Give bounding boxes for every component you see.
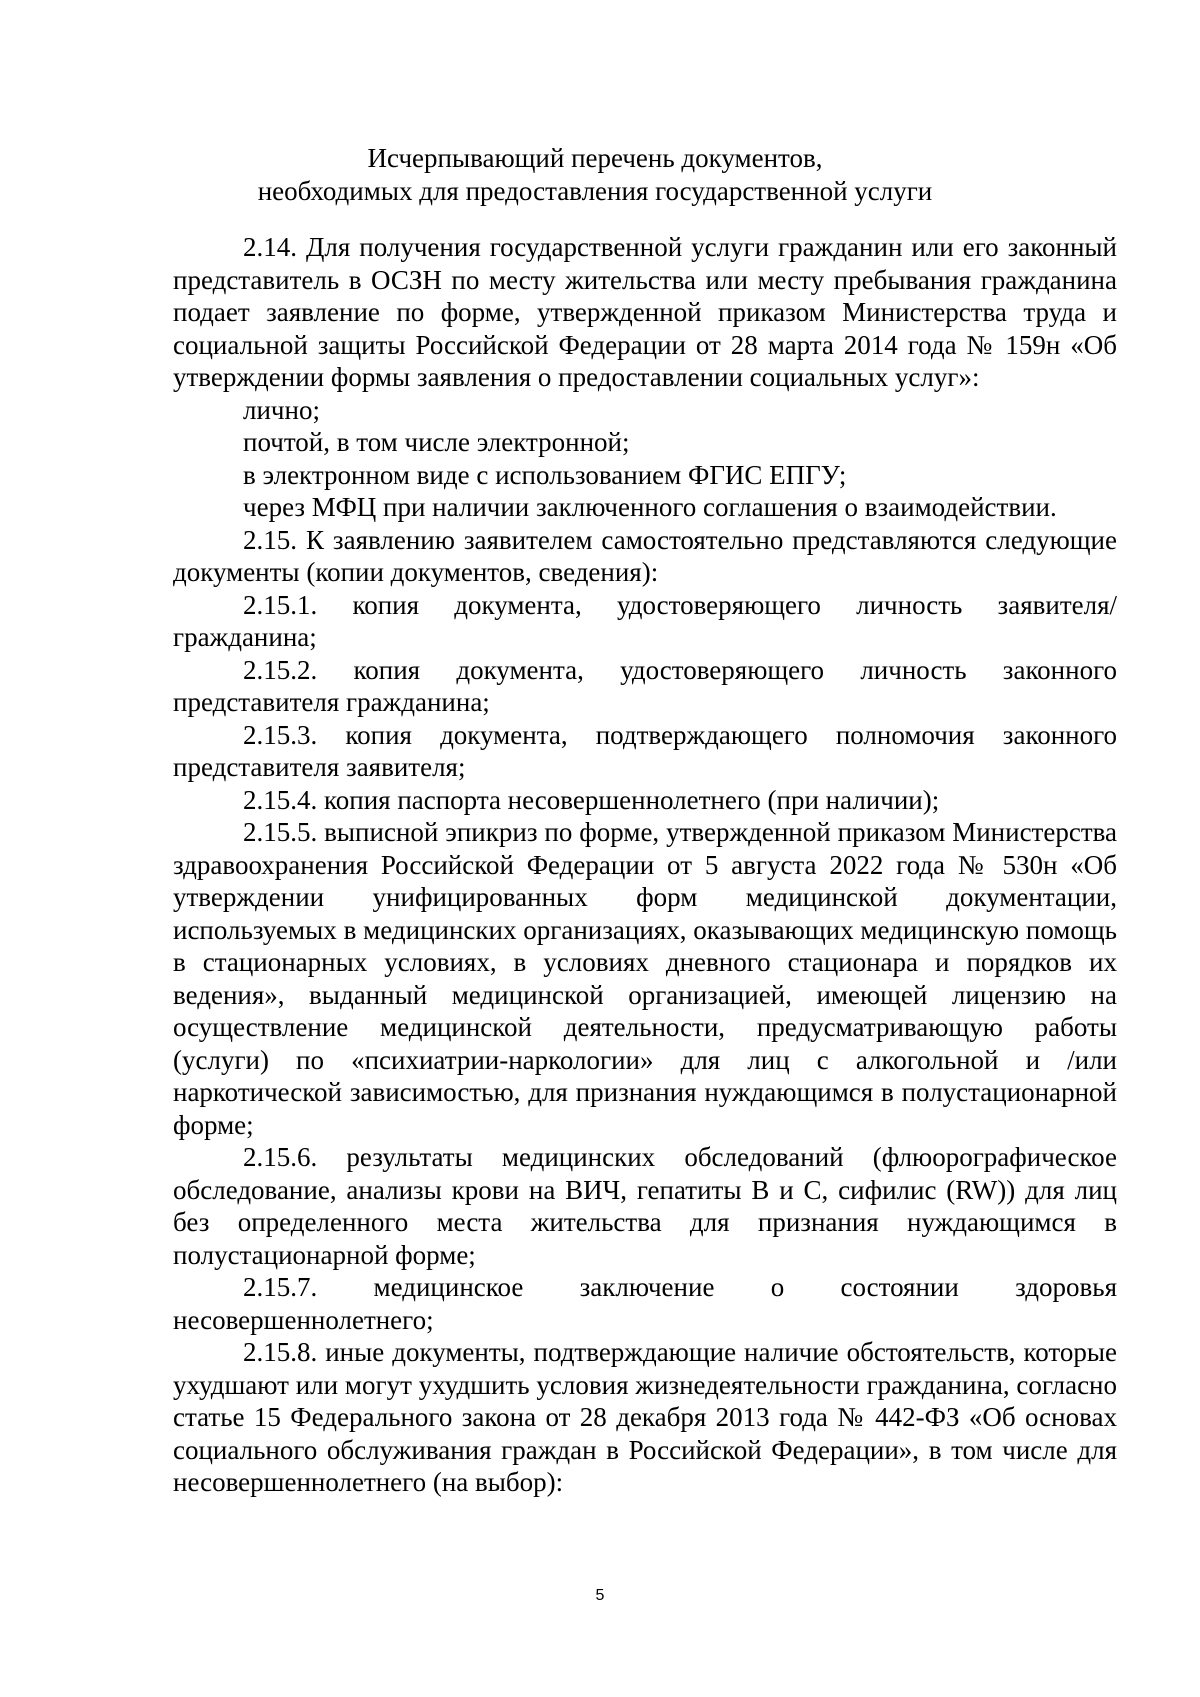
submission-method-mfc: через МФЦ при наличии заключенного соглашения о взаимодействии. — [243, 492, 1057, 522]
paragraph-2-15-3: 2.15.3. копия документа, подтверждающего полномочия законного представителя заявителя; — [173, 719, 1117, 782]
submission-method-in-person: лично; — [243, 394, 320, 425]
paragraph-2-14: 2.14. Для получения государственной услуги гражданин или его законный представитель в ОСЗН по месту жительства или месту пребывания гражданина подает заявление по форме, утвержденной приказом Министерства труда и социальной защиты Российской Федерации от 28 марта 2014 года № 159н «Об утверждении формы заявления о предоставлении социальных услуг»: — [173, 232, 1117, 392]
paragraph-2-15-2: 2.15.2. копия документа, удостоверяющего личность законного представителя гражданина; — [173, 654, 1117, 717]
heading-line-2: необходимых для предоставления государственной услуги — [257, 175, 933, 206]
heading-line-1: Исчерпывающий перечень документов, — [367, 143, 823, 173]
paragraph-2-15-4: 2.15.4. копия паспорта несовершеннолетнего (при наличии); — [243, 784, 940, 815]
paragraph-2-15-6: 2.15.6. результаты медицинских обследований (флюорографическое обследование, анализы крови на ВИЧ, гепатиты В и С, сифилис (RW)) для лиц без определенного места жительства для признания нуждающимся в полустационарной форме; — [173, 1142, 1117, 1270]
submission-method-electronic: в электронном виде с использованием ФГИС ЕПГУ; — [243, 459, 847, 490]
paragraph-2-15-8: 2.15.8. иные документы, подтверждающие наличие обстоятельств, которые ухудшают или могут ухудшить условия жизнедеятельности гражданина, согласно статье 15 Федерального закона от 28 декабря 2013 года № 442-ФЗ «Об основах социального обслуживания граждан в Российской Федерации», в том числе для несовершеннолетнего (на выбор): — [173, 1337, 1117, 1497]
paragraph-2-15-5: 2.15.5. выписной эпикриз по форме, утвержденной приказом Министерства здравоохранения Российской Федерации от 5 августа 2022 года № 530н «Об утверждении унифицированных форм медицинской документации, используемых в медицинских организациях, оказывающих медицинскую помощь в стационарных условиях, в условиях дневного стационара и порядков их ведения», выданный медицинской организацией, имеющей лицензию на осуществление медицинской деятельности, предусматривающую работы (услуги) по «психиатрии-наркологии» для лиц с алкогольной и /или наркотической зависимостью, для признания нуждающимся в полустационарной форме; — [173, 817, 1117, 1140]
page-number: 5 — [595, 1587, 605, 1604]
submission-method-mail: почтой, в том числе электронной; — [243, 427, 630, 457]
paragraph-2-15: 2.15. К заявлению заявителем самостоятельно представляются следующие документы (копии документов, сведения): — [173, 524, 1117, 587]
paragraph-2-15-7: 2.15.7. медицинское заключение о состоянии здоровья несовершеннолетнего; — [173, 1272, 1117, 1335]
section-heading — [160, 142, 1030, 207]
document-body — [173, 231, 1117, 1499]
paragraph-2-15-1: 2.15.1. копия документа, удостоверяющего личность заявителя/гражданина; — [173, 589, 1117, 652]
